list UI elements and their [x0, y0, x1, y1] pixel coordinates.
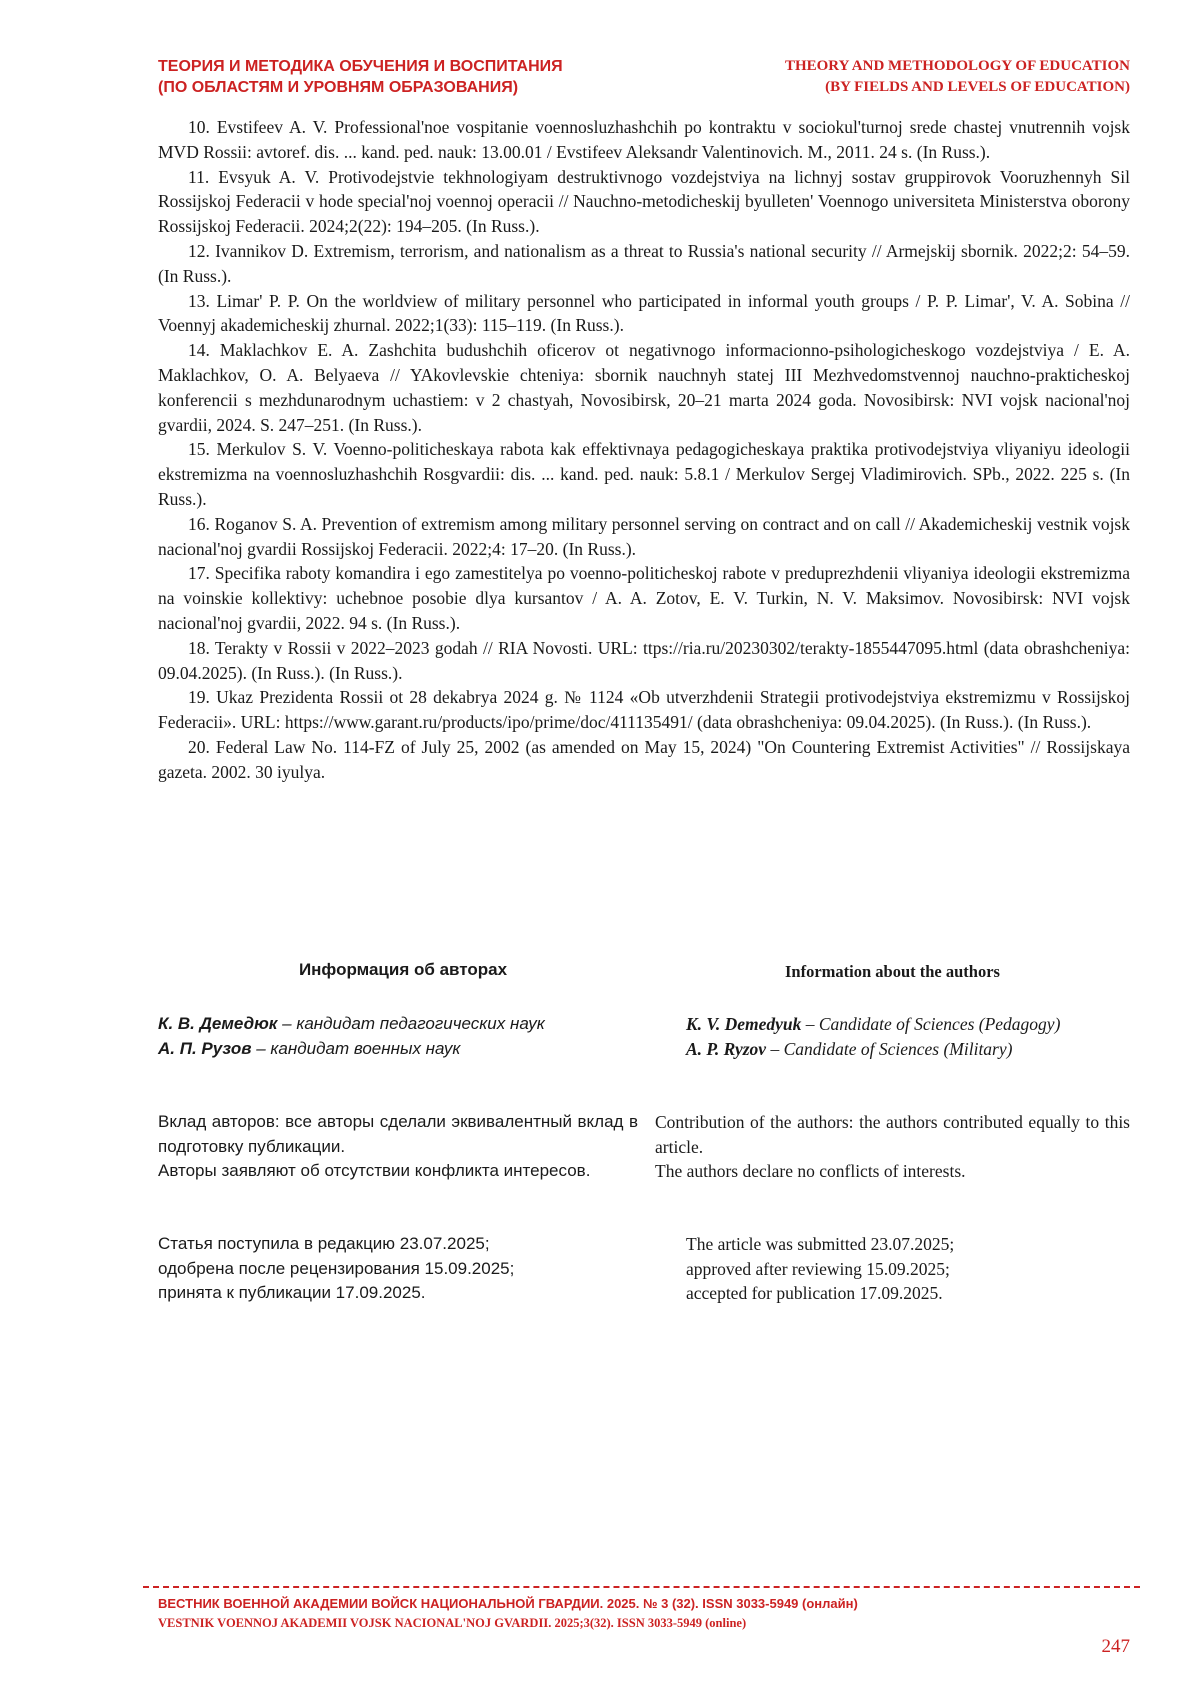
header-en-line2: (BY FIELDS AND LEVELS OF EDUCATION) — [825, 79, 1130, 95]
footer-divider — [143, 1586, 1140, 1588]
reference-item-18: 18. Terakty v Rossii v 2022–2023 godah // RIA Novosti. URL: ttps://ria.ru/20230302/terakty-1855447095.html (data obrashcheniya: 09.04.2025). (In Russ.). (In Russ.). — [158, 637, 1130, 683]
authors-info-title-en: Information about the authors — [785, 962, 1000, 981]
reference-item-16: 16. Roganov S. A. Prevention of extremism among military personnel serving on contract and on call // Akademicheskij vestnik vojsk nacional'noj gvardii Rossijskoj Federacii. 2022;4: 17–20. (In Russ.). — [158, 513, 1130, 559]
contribution-block-en — [655, 1110, 1130, 1184]
accepted-date-en: accepted for publication 17.09.2025. — [686, 1283, 943, 1303]
reference-list — [158, 115, 1130, 785]
conflict-text-en: The authors declare no conflicts of interests. — [655, 1161, 966, 1181]
author-2-name-en: A. P. Ryzov — [686, 1038, 767, 1059]
footer-journal-ru: ВЕСТНИК ВОЕННОЙ АКАДЕМИИ ВОЙСК НАЦИОНАЛЬНОЙ ГВАРДИИ. 2025. № 3 (32). ISSN 3033-5949 (онлайн) — [158, 1596, 858, 1611]
approved-date-en: approved after reviewing 15.09.2025; — [686, 1258, 950, 1279]
author-2-desc-ru: – кандидат военных наук — [251, 1038, 461, 1058]
submitted-date-en: The article was submitted 23.07.2025; — [686, 1234, 955, 1254]
article-dates-ru — [158, 1232, 638, 1306]
page-number: 247 — [1101, 1636, 1130, 1657]
contribution-block-ru — [158, 1110, 638, 1184]
authors-list-ru — [158, 1012, 638, 1061]
author-1-desc-ru: – кандидат педагогических наук — [277, 1014, 545, 1033]
author-2-name-ru: А. П. Рузов — [158, 1038, 252, 1058]
author-1-desc-en: – Candidate of Sciences (Pedagogy) — [801, 1014, 1061, 1034]
footer-journal-en: VESTNIK VOENNOJ AKADEMII VOJSK NACIONAL'NOJ GVARDII. 2025;3(32). ISSN 3033-5949 (online) — [158, 1616, 747, 1630]
conflict-text-ru: Авторы заявляют об отсутствии конфликта интересов. — [158, 1161, 591, 1180]
header-ru-line1: ТЕОРИЯ И МЕТОДИКА ОБУЧЕНИЯ И ВОСПИТАНИЯ — [158, 58, 563, 75]
reference-item-10: 10. Evstifeev A. V. Professional'noe vospitanie voennosluzhashchih po kontraktu v sociokul'turnoj srede chastej vnutrennih vojsk MVD Rossii: avtoref. dis. ... kand. ped. nauk: 13.00.01 / Evstifeev Aleksandr Valentinovich. M., 2011. 24 s. (In Russ.). — [158, 117, 1130, 162]
accepted-date-ru: принята к публикации 17.09.2025. — [158, 1283, 426, 1302]
submitted-date-ru: Статья поступила в редакцию 23.07.2025; — [158, 1234, 490, 1253]
author-1-name-en: K. V. Demedyuk — [686, 1014, 802, 1034]
article-dates-en — [686, 1232, 1130, 1306]
approved-date-ru: одобрена после рецензирования 15.09.2025; — [158, 1258, 515, 1278]
reference-item-20: 20. Federal Law No. 114-FZ of July 25, 2002 (as amended on May 15, 2024) "On Countering Extremist Activities" // Rossijskaya gazeta. 2002. 30 iyulya. — [158, 736, 1130, 782]
author-2-desc-en: – Candidate of Sciences (Military) — [766, 1038, 1013, 1059]
reference-item-12: 12. Ivannikov D. Extremism, terrorism, and nationalism as a threat to Russia's national security // Armejskij sbornik. 2022;2: 54–59. (In Russ.). — [158, 240, 1130, 286]
authors-list-en — [686, 1012, 1130, 1061]
reference-item-14: 14. Maklachkov E. A. Zashchita budushchih oficerov ot negativnogo informacionno-psihologicheskogo vozdejstviya / E. A. Maklachkov, O. A. Belyaeva // YAkovlevskie chteniya: sbornik nauchnyh statej III Mezhvedomstvennoj nauchno-prakticheskoj konferencii s mezhdunarodnym uchastiem: v 2 chastyah, Novosibirsk, 20–21 marta 2024 goda. Novosibirsk: NVI vojsk nacional'noj gvardii, 2024. S. 247–251. (In Russ.). — [158, 340, 1130, 435]
reference-item-11: 11. Evsyuk A. V. Protivodejstvie tekhnologiyam destruktivnogo vozdejstviya na lichnyj sostav gruppirovok Vooruzhennyh Sil Rossijskoj Federacii v hode special'noj voennoj operacii // Nauchno-metodicheskij byulleten' Voennogo universiteta Ministerstva oborony Rossijskoj Federacii. 2024;2(22): 194–205. (In Russ.). — [158, 166, 1130, 237]
header-ru-line2: (ПО ОБЛАСТЯМ И УРОВНЯМ ОБРАЗОВАНИЯ) — [158, 79, 519, 96]
reference-item-17: 17. Specifika raboty komandira i ego zamestitelya po voenno-politicheskoj rabote v preduprezhdenii vliyaniya ideologii ekstremizma na voinskie kollektivy: uchebnoe posobie dlya kursantov / A. A. Zotov, E. V. Turkin, N. V. Maksimov. Novosibirsk: NVI vojsk nacional'noj gvardii, 2022. 94 s. (In Russ.). — [158, 563, 1130, 633]
reference-item-13: 13. Limar' P. P. On the worldview of military personnel who participated in informal youth groups / P. P. Limar', V. A. Sobina // Voennyj akademicheskij zhurnal. 2022;1(33): 115–119. (In Russ.). — [158, 290, 1130, 336]
authors-info-title-ru: Информация об авторах — [298, 960, 508, 979]
author-1-name-ru: К. В. Демедюк — [158, 1014, 278, 1033]
reference-item-15: 15. Merkulov S. V. Voenno-politicheskaya rabota kak effektivnaya pedagogicheskaya praktika protivodejstviya vliyaniyu ideologii ekstremizma na voennosluzhashchih Rosgvardii: dis. ... kand. ped. nauk: 5.8.1 / Merkulov Sergej Vladimirovich. SPb., 2022. 225 s. (In Russ.). — [158, 439, 1130, 509]
running-header-en — [650, 56, 1130, 98]
contribution-text-ru: Вклад авторов: все авторы сделали эквивалентный вклад в подготовку публикации. — [158, 1112, 638, 1156]
running-header-ru — [158, 56, 678, 98]
header-en-line1: THEORY AND METHODOLOGY OF EDUCATION — [784, 58, 1130, 74]
contribution-text-en: Contribution of the authors: the authors contributed equally to this article. — [655, 1112, 1130, 1157]
reference-item-19: 19. Ukaz Prezidenta Rossii ot 28 dekabrya 2024 g. № 1124 «Ob utverzhdenii Strategii protivodejstviya ekstremizmu v Rossijskoj Federacii». URL: https://www.garant.ru/products/ipo/prime/doc/411135491/ (data obrashcheniya: 09.04.2025). (In Russ.). (In Russ.). — [158, 687, 1130, 733]
